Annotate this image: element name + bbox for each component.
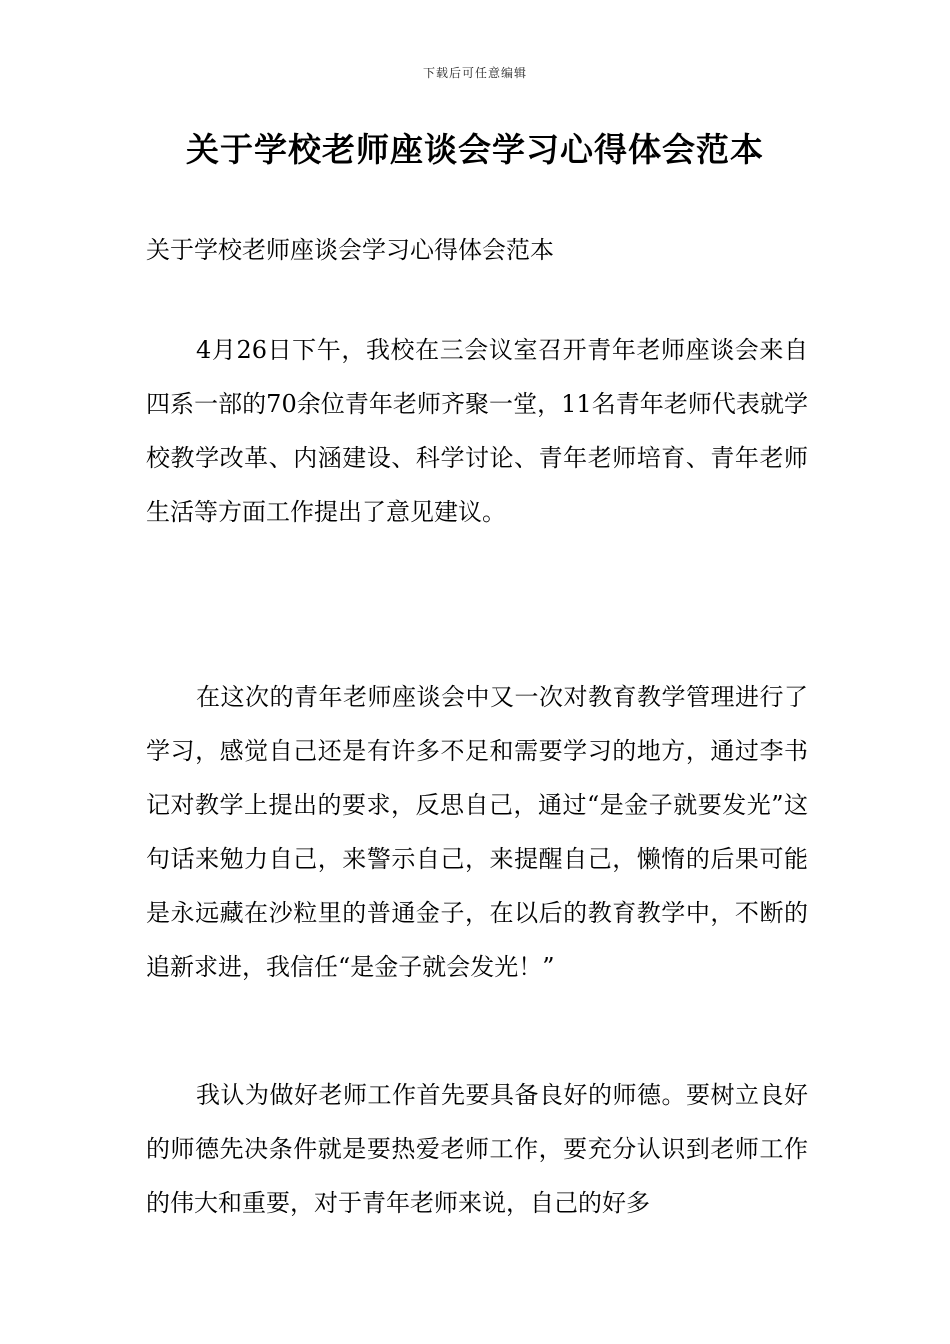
paragraph-1: 4月26日下午，我校在三会议室召开青年老师座谈会来自四系一部的70余位青年老师齐聚一堂，11名青年老师代表就学校教学改革、内涵建设、科学讨论、青年老师培育、青年老师生活等方面工作提出了意见建议。 (146, 336, 808, 526)
paragraph-2: 在这次的青年老师座谈会中又一次对教育教学管理进行了学习，感觉自己还是有许多不足和需要学习的地方，通过李书记对教学上提出的要求，反思自己，通过“是金子就要发光”这句话来勉力自己，来警示自己，来提醒自己，懒惰的后果可能是永远藏在沙粒里的普通金子，在以后的教育教学中，不断的追新求进，我信任“是金子就会发光！” (146, 683, 808, 981)
document-title: 关于学校老师座谈会学习心得体会范本 (186, 130, 764, 169)
paragraph-3: 我认为做好老师工作首先要具备良好的师德。要树立良好的师德先决条件就是要热爱老师工作，要充分认识到老师工作的伟大和重要，对于青年老师来说，自己的好多 (146, 1081, 808, 1217)
document-subtitle: 关于学校老师座谈会学习心得体会范本 (146, 236, 554, 264)
header-note: 下载后可任意编辑 (422, 66, 527, 80)
